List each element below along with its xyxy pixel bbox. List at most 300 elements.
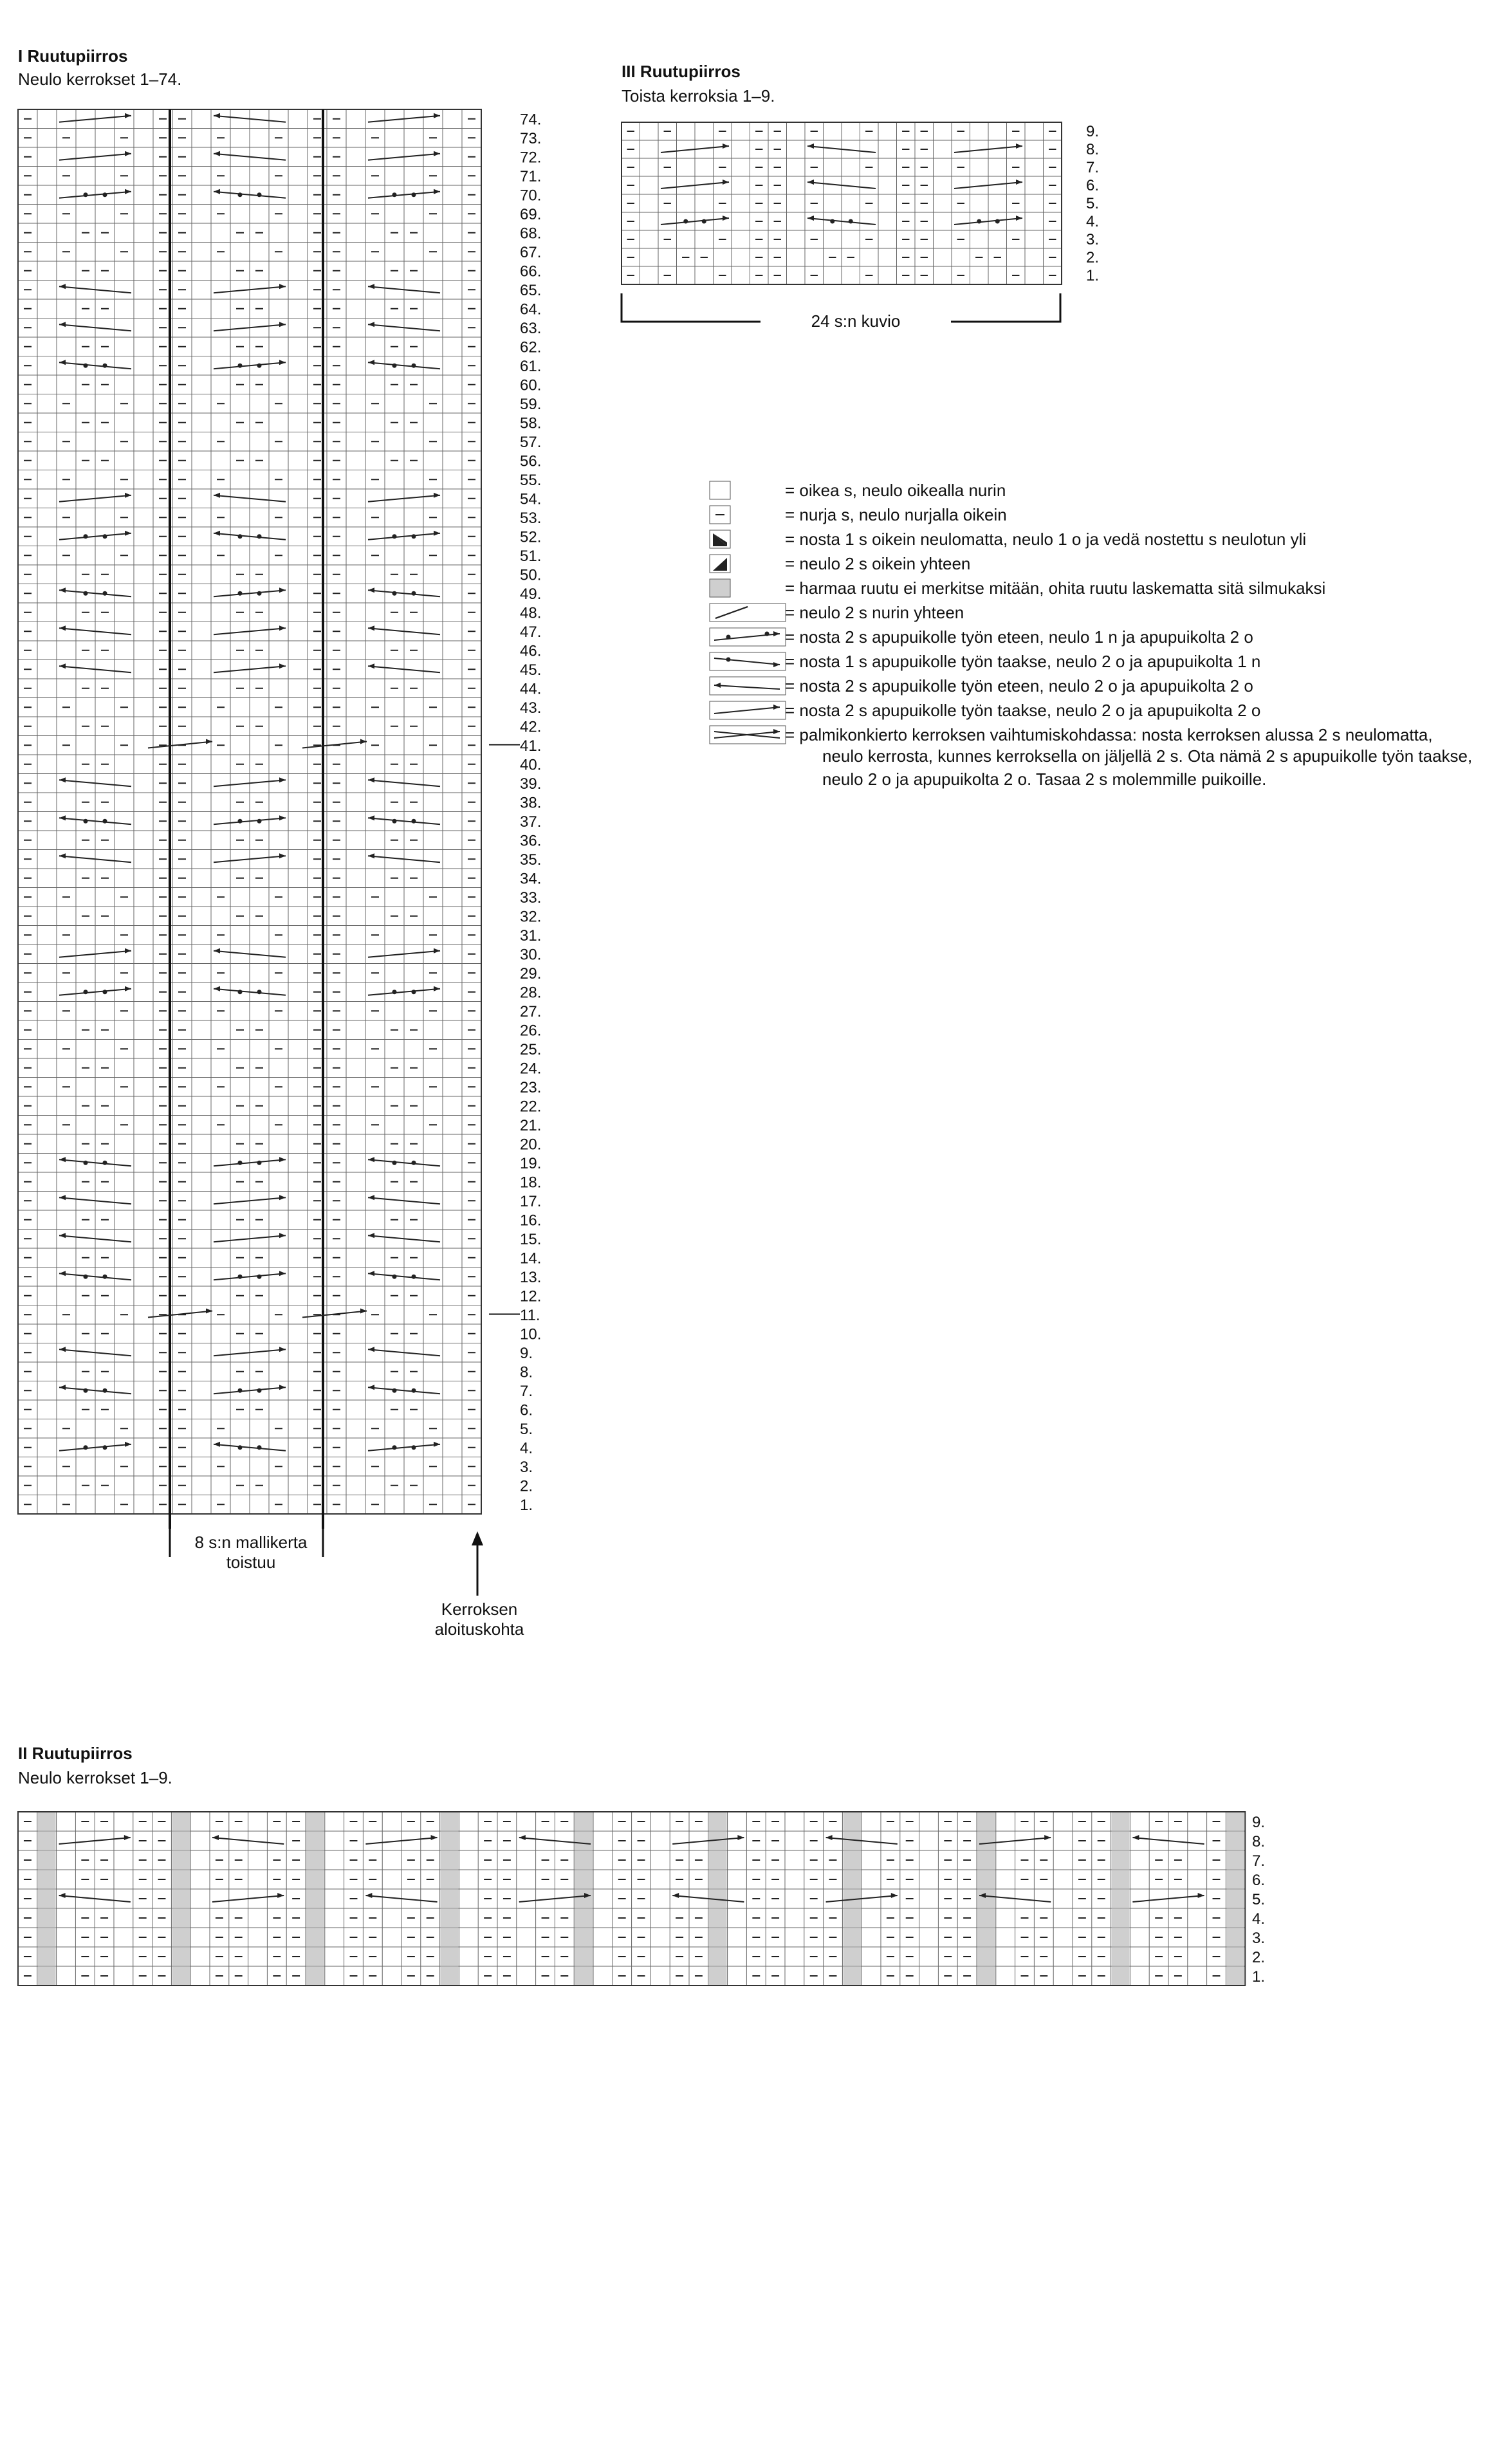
row-number: 3. (1086, 231, 1100, 248)
cable-line (302, 742, 367, 748)
grey-cell (441, 1832, 459, 1850)
row-number: 26. (520, 1022, 542, 1040)
cable-arrowhead (807, 143, 814, 149)
row-number: 30. (520, 946, 542, 964)
cable-dot (412, 591, 416, 596)
cable-arrowhead (212, 1835, 219, 1840)
cable-dot (412, 364, 416, 368)
cable-dot (412, 1275, 416, 1279)
grey-cell (1226, 1909, 1244, 1927)
cable-arrowhead (368, 1347, 374, 1352)
grey-cell (306, 1832, 324, 1850)
cable-arrowhead (807, 216, 814, 221)
row-number: 9. (1252, 1814, 1266, 1831)
grey-cell (977, 1890, 995, 1908)
grey-cell (172, 1948, 190, 1966)
row-number: 40. (520, 756, 542, 774)
grey-cell (709, 1870, 727, 1888)
cable-dot (238, 1275, 243, 1279)
legend-text: = harmaa ruutu ei merkitse mitään, ohita ruutu laskematta sitä silmukaksi (785, 578, 1326, 598)
cable-line (302, 1311, 367, 1318)
grey-cell (1112, 1909, 1130, 1927)
grey-cell (575, 1928, 593, 1946)
row-number: 31. (520, 927, 542, 945)
cable-line (148, 742, 212, 748)
cable-dot (977, 219, 981, 224)
row-number: 18. (520, 1174, 542, 1192)
row-number: 71. (520, 168, 542, 185)
row-number: 27. (520, 1003, 542, 1020)
grey-cell (38, 1812, 56, 1830)
cable-arrowhead (723, 143, 729, 149)
row-number: 57. (520, 434, 542, 451)
cable-arrowhead (59, 1347, 66, 1352)
row-number: 72. (520, 149, 542, 167)
cable-arrowhead (279, 777, 286, 782)
grey-cell (1226, 1928, 1244, 1946)
cable-arrowhead (279, 322, 286, 327)
chart3-repeat-label: 24 s:n kuvio (759, 311, 952, 331)
chart2-subtitle: Neulo kerrokset 1–9. (18, 1768, 172, 1787)
legend-text: = nosta 2 s apupuikolle työn taakse, neulo 2 o ja apupuikolta 2 o (785, 700, 1261, 720)
cable-arrowhead (59, 1233, 66, 1238)
cable-dot (412, 192, 416, 197)
row-number: 65. (520, 282, 542, 299)
grey-cell (843, 1870, 861, 1888)
row-number: 2. (520, 1477, 533, 1495)
row-number: 44. (520, 680, 542, 698)
cable-arrowhead (1016, 180, 1022, 185)
cable-arrowhead (672, 1893, 679, 1898)
chart1-grid (18, 109, 541, 1514)
grey-cell (1112, 1812, 1130, 1830)
cable-dot (392, 990, 397, 994)
row-number: 5. (1252, 1891, 1266, 1908)
cable-arrowhead (59, 1195, 66, 1200)
cable-arrowhead (279, 1195, 286, 1200)
cable-dot (830, 219, 834, 224)
grey-cell (441, 1870, 459, 1888)
cable-arrowhead (125, 986, 131, 991)
row-number: 8. (1086, 141, 1100, 158)
chart2-grid (18, 1812, 1265, 1986)
cable-arrowhead (125, 189, 131, 194)
cable-arrowhead (59, 625, 66, 631)
cable-dot (84, 192, 88, 197)
cable-arrowhead (279, 284, 286, 289)
cable-dot (392, 1275, 397, 1279)
row-number: 2. (1252, 1949, 1266, 1966)
cable-dot (84, 1275, 88, 1279)
row-number: 3. (1252, 1930, 1266, 1947)
row-number: 50. (520, 566, 542, 584)
cable-arrowhead (279, 853, 286, 858)
grey-cell (1226, 1890, 1244, 1908)
cable-dot (257, 364, 262, 368)
grey-cell (172, 1851, 190, 1869)
grey-cell (1112, 1851, 1130, 1869)
cable-dot (392, 1388, 397, 1393)
cable-dot (238, 1161, 243, 1165)
grey-cell (1226, 1812, 1244, 1830)
cable-arrowhead (723, 180, 729, 185)
cable-arrowhead (1044, 1835, 1051, 1840)
cable-dot (257, 192, 262, 197)
cable-arrowhead (124, 1835, 131, 1840)
grey-cell (172, 1909, 190, 1927)
row-number: 15. (520, 1231, 542, 1248)
row-number: 36. (520, 832, 542, 850)
row-number: 33. (520, 889, 542, 907)
grey-cell (843, 1967, 861, 1985)
chart1-subtitle: Neulo kerrokset 1–74. (18, 69, 182, 89)
cable-arrowhead (59, 1385, 66, 1390)
row-number: 38. (520, 794, 542, 812)
cable-dot (392, 819, 397, 824)
row-number: 53. (520, 510, 542, 527)
cable-mark (148, 739, 212, 748)
cable-dot (84, 819, 88, 824)
row-number: 5. (520, 1421, 533, 1438)
grey-cell (1112, 1890, 1130, 1908)
row-number: 55. (520, 472, 542, 489)
grey-cell (172, 1812, 190, 1830)
grey-cell (575, 1967, 593, 1985)
cable-mark (148, 1309, 212, 1318)
cable-dot (995, 219, 1000, 224)
grey-cell (1226, 1967, 1244, 1985)
row-number: 59. (520, 396, 542, 413)
row-number: 5. (1086, 195, 1100, 212)
legend-text: = nosta 2 s apupuikolle työn eteen, neulo 2 o ja apupuikolta 2 o (785, 676, 1253, 696)
grey-cell (977, 1948, 995, 1966)
grey-cell (306, 1948, 324, 1966)
row-number: 4. (1252, 1910, 1266, 1928)
cable-arrowhead (431, 1835, 438, 1840)
cable-dot (84, 990, 88, 994)
cable-dot (849, 219, 853, 224)
cable-dot (103, 1388, 107, 1393)
grey-cell (441, 1928, 459, 1946)
grey-cell (575, 1948, 593, 1966)
row-number: 7. (520, 1383, 533, 1400)
grey-cell (709, 1967, 727, 1985)
row-number: 42. (520, 718, 542, 736)
grey-cell (441, 1890, 459, 1908)
cable-arrowhead (279, 1233, 286, 1238)
cable-dot (238, 990, 243, 994)
cable-arrowhead (59, 853, 66, 858)
grey-cell (575, 1890, 593, 1908)
chart3-subtitle: Toista kerroksia 1–9. (622, 86, 775, 106)
cable-dot (84, 591, 88, 596)
cable-arrowhead (59, 284, 66, 289)
cable-arrowhead (368, 777, 374, 782)
cable-arrowhead (434, 531, 440, 536)
grey-cell (172, 1890, 190, 1908)
row-number: 12. (520, 1287, 542, 1305)
cable-arrowhead (368, 1157, 374, 1162)
row-number: 1. (1086, 267, 1100, 284)
row-number: 56. (520, 452, 542, 470)
cable-arrowhead (434, 151, 440, 156)
cable-arrowhead (279, 1157, 286, 1162)
cable-arrowhead (125, 1442, 131, 1447)
grey-cell (709, 1948, 727, 1966)
cable-arrowhead (59, 663, 66, 668)
cable-mark (302, 1309, 367, 1318)
cable-dot (103, 1275, 107, 1279)
cable-dot (84, 364, 88, 368)
cable-dot (702, 219, 706, 224)
grey-cell (843, 1851, 861, 1869)
grey-cell (1226, 1851, 1244, 1869)
legend-text: = neulo 2 s oikein yhteen (785, 553, 971, 573)
row-number: 20. (520, 1136, 542, 1154)
row-number: 19. (520, 1155, 542, 1172)
grey-cell (575, 1812, 593, 1830)
repeat-label: 8 s:n mallikerta toistuu (194, 1533, 308, 1572)
cable-arrowhead (434, 986, 440, 991)
cable-dot (238, 819, 243, 824)
cable-arrowhead (277, 1893, 284, 1898)
legend-text: = nosta 1 s oikein neulomatta, neulo 1 o ja vedä nostettu s neulotun yli (785, 529, 1307, 549)
grey-cell (1226, 1948, 1244, 1966)
cable-arrowhead (1198, 1893, 1204, 1898)
cable-arrowhead (723, 216, 729, 221)
grey-cell (1112, 1832, 1130, 1850)
row-number: 64. (520, 300, 542, 318)
grey-cell (306, 1870, 324, 1888)
chart3-grid (622, 122, 1099, 284)
row-number: 46. (520, 642, 542, 660)
grey-cell (843, 1812, 861, 1830)
grey-cell (977, 1909, 995, 1927)
grey-cell (709, 1851, 727, 1869)
grey-cell (1226, 1870, 1244, 1888)
cable-dot (84, 534, 88, 539)
cable-arrowhead (125, 531, 131, 536)
cable-dot (257, 819, 262, 824)
row-number: 58. (520, 414, 542, 432)
cable-arrowhead (368, 1271, 374, 1276)
grey-cell (977, 1870, 995, 1888)
grey-cell (843, 1909, 861, 1927)
row-number: 35. (520, 851, 542, 869)
grey-cell (977, 1967, 995, 1985)
grey-cell (38, 1948, 56, 1966)
cable-arrowhead (279, 1347, 286, 1352)
row-number: 43. (520, 699, 542, 717)
cable-arrowhead (279, 815, 286, 820)
row-number: 32. (520, 908, 542, 926)
grey-cell (1112, 1948, 1130, 1966)
row-number: 29. (520, 965, 542, 982)
cable-arrowhead (434, 113, 440, 118)
grey-cell (709, 1812, 727, 1830)
row-number: 52. (520, 528, 542, 546)
chart2-title: II Ruutupiirros (18, 1744, 133, 1763)
cable-dot (103, 1161, 107, 1165)
cable-dot (238, 1445, 243, 1450)
row-number: 23. (520, 1079, 542, 1096)
grey-cell (575, 1851, 593, 1869)
legend-extra-line: neulo 2 o ja apupuikolta 2 o. Tasaa 2 s molemmille puikoille. (822, 770, 1267, 789)
cable-arrowhead (1016, 143, 1022, 149)
cable-arrowhead (368, 1385, 374, 1390)
row-number: 34. (520, 870, 542, 888)
cable-arrowhead (214, 531, 220, 536)
cable-arrowhead (368, 853, 374, 858)
cable-arrowhead (214, 151, 220, 156)
cable-dot (257, 990, 262, 994)
grey-cell (38, 1832, 56, 1850)
grey-cell (172, 1928, 190, 1946)
grey-cell (306, 1851, 324, 1869)
grey-cell (977, 1928, 995, 1946)
cable-arrowhead (59, 1271, 66, 1276)
legend-text: = neulo 2 s nurin yhteen (785, 602, 964, 622)
grey-cell (1112, 1928, 1130, 1946)
grey-cell (38, 1890, 56, 1908)
row-number: 74. (520, 111, 542, 129)
legend-text: = palmikonkierto kerroksen vaihtumiskohdassa: nosta kerroksen alussa 2 s neulomatta, (785, 724, 1433, 744)
cable-dot (238, 534, 243, 539)
grey-cell (575, 1909, 593, 1927)
cable-mark (302, 739, 367, 748)
cable-dot (392, 591, 397, 596)
grey-cell (306, 1909, 324, 1927)
cable-arrowhead (214, 948, 220, 954)
grey-cell (575, 1870, 593, 1888)
row-number: 67. (520, 244, 542, 261)
grey-cell (843, 1948, 861, 1966)
grey-cell (306, 1812, 324, 1830)
cable-dot (103, 534, 107, 539)
cable-arrowhead (891, 1893, 898, 1898)
cable-arrowhead (59, 587, 66, 593)
cable-arrowhead (365, 1893, 372, 1898)
grey-cell (709, 1909, 727, 1927)
grey-cell (709, 1928, 727, 1946)
row-number: 1. (1252, 1968, 1266, 1986)
cable-arrowhead (368, 815, 374, 820)
cable-arrowhead (214, 189, 220, 194)
row-number: 7. (1086, 159, 1100, 176)
cable-arrowhead (368, 1195, 374, 1200)
grey-cell (1112, 1967, 1130, 1985)
row-number: 66. (520, 263, 542, 281)
cable-arrowhead (125, 948, 131, 954)
row-number: 1. (520, 1497, 533, 1514)
cable-dot (257, 591, 262, 596)
grey-cell (306, 1967, 324, 1985)
grey-cell (38, 1870, 56, 1888)
cable-arrowhead (59, 360, 66, 365)
grey-cell (441, 1909, 459, 1927)
cable-arrowhead (59, 322, 66, 327)
cable-dot (84, 1161, 88, 1165)
cable-arrowhead (368, 322, 374, 327)
cable-arrowhead (434, 948, 440, 954)
row-number: 13. (520, 1269, 542, 1286)
chart3-title: III Ruutupiirros (622, 62, 741, 81)
grey-cell (441, 1812, 459, 1830)
cable-dot (103, 192, 107, 197)
cable-dot (412, 1388, 416, 1393)
cable-dot (412, 1445, 416, 1450)
grey-cell (843, 1928, 861, 1946)
start-label: Kerroksen aloituskohta (434, 1599, 524, 1639)
cable-dot (238, 591, 243, 596)
cable-dot (683, 219, 688, 224)
cable-arrowhead (519, 1835, 526, 1840)
row-number: 10. (520, 1325, 542, 1343)
cable-arrowhead (368, 663, 374, 668)
row-number: 49. (520, 585, 542, 603)
row-number: 4. (520, 1439, 533, 1457)
chart1-title: I Ruutupiirros (18, 46, 128, 66)
row-number: 3. (520, 1459, 533, 1476)
cable-arrowhead (59, 777, 66, 782)
legend-text: = oikea s, neulo oikealla nurin (785, 480, 1006, 500)
row-number: 11. (520, 1307, 540, 1324)
cable-dot (103, 990, 107, 994)
legend-text: = nurja s, neulo nurjalla oikein (785, 504, 1007, 524)
cable-dot (412, 1161, 416, 1165)
grey-cell (977, 1832, 995, 1850)
row-number: 68. (520, 225, 542, 243)
row-number: 2. (1086, 249, 1100, 266)
cable-dot (84, 1445, 88, 1450)
cable-arrowhead (279, 360, 286, 365)
cable-arrowhead (214, 113, 220, 118)
cable-arrowhead (434, 189, 440, 194)
cable-dot (257, 1445, 262, 1450)
row-number: 8. (520, 1363, 533, 1381)
cable-arrowhead (59, 1157, 66, 1162)
legend-text: = nosta 2 s apupuikolle työn eteen, neulo 1 n ja apupuikolta 2 o (785, 627, 1253, 647)
row-number: 69. (520, 206, 542, 223)
cable-arrowhead (125, 113, 131, 118)
grey-cell (172, 1870, 190, 1888)
cable-arrowhead (125, 151, 131, 156)
row-number: 6. (520, 1401, 533, 1419)
grey-cell (38, 1928, 56, 1946)
row-number: 14. (520, 1249, 542, 1268)
cable-dot (257, 1161, 262, 1165)
row-number: 28. (520, 984, 542, 1002)
cable-arrowhead (279, 663, 286, 668)
row-number: 17. (520, 1193, 542, 1210)
grey-cell (172, 1832, 190, 1850)
row-number: 8. (1252, 1833, 1266, 1850)
row-number: 48. (520, 604, 542, 622)
cable-arrowhead (279, 1271, 286, 1276)
cable-arrowhead (368, 1233, 374, 1238)
cable-arrowhead (214, 493, 220, 498)
grey-cell (38, 1851, 56, 1869)
row-number: 70. (520, 187, 542, 205)
cable-arrowhead (368, 360, 374, 365)
cable-arrowhead (214, 1442, 220, 1447)
cable-dot (84, 1388, 88, 1393)
row-number: 62. (520, 338, 542, 356)
grey-cell (441, 1851, 459, 1869)
cable-arrowhead (807, 180, 814, 185)
cable-dot (392, 1161, 397, 1165)
cable-dot (392, 192, 397, 197)
